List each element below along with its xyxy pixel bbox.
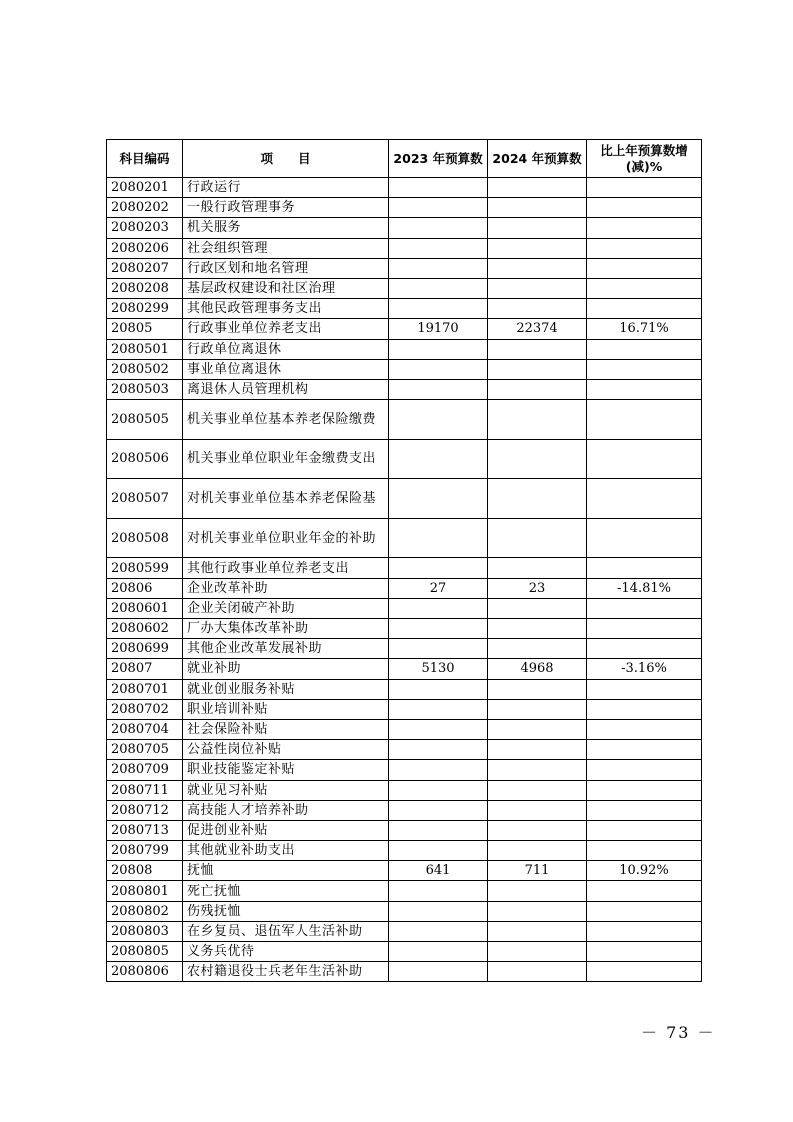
row-item: 其他就业补助支出 [183, 841, 389, 861]
row-change [587, 619, 702, 639]
row-budget-2023: 27 [389, 578, 488, 598]
table-row [107, 921, 702, 941]
row-item: 义务兵优待 [183, 942, 389, 962]
row-budget-2024: 23 [488, 578, 587, 598]
row-change [587, 299, 702, 319]
row-code: 2080203 [107, 218, 183, 238]
budget-table [106, 139, 702, 982]
row-change [587, 598, 702, 618]
row-change [587, 699, 702, 719]
row-code: 2080713 [107, 820, 183, 840]
row-change [587, 901, 702, 921]
row-change [587, 278, 702, 298]
row-item: 其他行政事业单位养老支出 [183, 558, 389, 578]
row-code: 20806 [107, 578, 183, 598]
row-code: 2080201 [107, 178, 183, 198]
table-row [107, 238, 702, 258]
table-row [107, 379, 702, 399]
table-row [107, 178, 702, 198]
row-budget-2024 [488, 258, 587, 278]
row-budget-2024 [488, 740, 587, 760]
row-code: 2080501 [107, 339, 183, 359]
table-row [107, 400, 702, 440]
row-code: 2080601 [107, 598, 183, 618]
row-item: 死亡抚恤 [183, 881, 389, 901]
row-budget-2024 [488, 400, 587, 440]
row-code: 20808 [107, 861, 183, 881]
row-code: 2080702 [107, 699, 183, 719]
row-budget-2023 [389, 962, 488, 982]
row-item: 就业补助 [183, 659, 389, 679]
row-item: 在乡复员、退伍军人生活补助 [183, 921, 389, 941]
table-body [107, 178, 702, 982]
row-item: 一般行政管理事务 [183, 198, 389, 218]
row-budget-2023 [389, 800, 488, 820]
row-budget-2023 [389, 258, 488, 278]
table-row [107, 439, 702, 479]
row-budget-2024 [488, 962, 587, 982]
table-row [107, 619, 702, 639]
row-change [587, 339, 702, 359]
table-row [107, 639, 702, 659]
row-budget-2024 [488, 198, 587, 218]
row-change [587, 679, 702, 699]
row-item: 农村籍退役士兵老年生活补助 [183, 962, 389, 982]
row-budget-2023 [389, 740, 488, 760]
row-item: 企业改革补助 [183, 578, 389, 598]
row-change [587, 639, 702, 659]
row-item: 其他企业改革发展补助 [183, 639, 389, 659]
row-code: 20807 [107, 659, 183, 679]
header-budget-2023: 2023 年预算数 [389, 140, 488, 178]
row-change [587, 258, 702, 278]
row-budget-2023 [389, 760, 488, 780]
row-item: 机关事业单位基本养老保险缴费 [183, 400, 389, 440]
row-change [587, 820, 702, 840]
row-budget-2023 [389, 820, 488, 840]
row-item: 就业创业服务补贴 [183, 679, 389, 699]
row-code: 2080299 [107, 299, 183, 319]
row-item: 对机关事业单位职业年金的补助 [183, 518, 389, 558]
row-item: 行政单位离退休 [183, 339, 389, 359]
row-code: 2080599 [107, 558, 183, 578]
row-code: 2080208 [107, 278, 183, 298]
table-row [107, 901, 702, 921]
row-budget-2023 [389, 238, 488, 258]
table-row [107, 278, 702, 298]
row-budget-2024 [488, 598, 587, 618]
row-budget-2024 [488, 719, 587, 739]
row-item: 厂办大集体改革补助 [183, 619, 389, 639]
row-code: 20805 [107, 319, 183, 339]
table-row [107, 679, 702, 699]
row-budget-2023 [389, 598, 488, 618]
table-row [107, 861, 702, 881]
row-budget-2024 [488, 639, 587, 659]
row-change [587, 198, 702, 218]
row-change [587, 379, 702, 399]
row-code: 2080806 [107, 962, 183, 982]
row-budget-2024 [488, 780, 587, 800]
row-item: 高技能人才培养补助 [183, 800, 389, 820]
row-item: 抚恤 [183, 861, 389, 881]
row-budget-2023 [389, 359, 488, 379]
row-item: 社会保险补贴 [183, 719, 389, 739]
row-budget-2023 [389, 639, 488, 659]
row-change [587, 740, 702, 760]
row-change [587, 962, 702, 982]
row-budget-2024 [488, 619, 587, 639]
table-row [107, 760, 702, 780]
row-budget-2023 [389, 339, 488, 359]
row-code: 2080207 [107, 258, 183, 278]
table-row [107, 719, 702, 739]
row-code: 2080801 [107, 881, 183, 901]
table-row [107, 962, 702, 982]
row-budget-2023 [389, 558, 488, 578]
row-code: 2080705 [107, 740, 183, 760]
row-budget-2023 [389, 679, 488, 699]
row-item: 就业见习补贴 [183, 780, 389, 800]
row-budget-2024: 4968 [488, 659, 587, 679]
row-budget-2023 [389, 881, 488, 901]
table-row [107, 699, 702, 719]
table-row [107, 881, 702, 901]
row-change [587, 518, 702, 558]
row-item: 企业关闭破产补助 [183, 598, 389, 618]
row-code: 2080503 [107, 379, 183, 399]
row-item: 对机关事业单位基本养老保险基 [183, 479, 389, 519]
row-change [587, 800, 702, 820]
row-budget-2024 [488, 439, 587, 479]
table-header-row [107, 140, 702, 178]
row-budget-2024 [488, 238, 587, 258]
table-row [107, 479, 702, 519]
table-row [107, 299, 702, 319]
row-code: 2080602 [107, 619, 183, 639]
row-budget-2023 [389, 719, 488, 739]
row-change [587, 921, 702, 941]
table-row [107, 942, 702, 962]
row-code: 2080799 [107, 841, 183, 861]
row-budget-2023 [389, 942, 488, 962]
row-change [587, 558, 702, 578]
row-budget-2023: 641 [389, 861, 488, 881]
table-row [107, 518, 702, 558]
row-code: 2080709 [107, 760, 183, 780]
row-change [587, 479, 702, 519]
table-row [107, 598, 702, 618]
row-code: 2080206 [107, 238, 183, 258]
row-item: 机关服务 [183, 218, 389, 238]
row-item: 公益性岗位补贴 [183, 740, 389, 760]
table-row [107, 198, 702, 218]
row-budget-2023 [389, 921, 488, 941]
row-item: 社会组织管理 [183, 238, 389, 258]
row-budget-2024 [488, 558, 587, 578]
row-item: 离退休人员管理机构 [183, 379, 389, 399]
row-code: 2080805 [107, 942, 183, 962]
row-change: 16.71% [587, 319, 702, 339]
table-row [107, 780, 702, 800]
header-item: 项 目 [183, 140, 389, 178]
row-budget-2023 [389, 178, 488, 198]
row-budget-2024 [488, 679, 587, 699]
row-change [587, 780, 702, 800]
row-budget-2024 [488, 218, 587, 238]
row-budget-2024 [488, 479, 587, 519]
row-code: 2080704 [107, 719, 183, 739]
row-budget-2023 [389, 198, 488, 218]
row-item: 行政事业单位养老支出 [183, 319, 389, 339]
table-row [107, 218, 702, 238]
table-row [107, 740, 702, 760]
row-budget-2023 [389, 619, 488, 639]
row-change [587, 359, 702, 379]
table-row [107, 359, 702, 379]
page-number: － 73 － [641, 1023, 716, 1042]
row-item: 行政区划和地名管理 [183, 258, 389, 278]
row-budget-2024 [488, 379, 587, 399]
row-budget-2024 [488, 800, 587, 820]
row-change: -3.16% [587, 659, 702, 679]
table-row [107, 258, 702, 278]
row-code: 2080507 [107, 479, 183, 519]
row-change [587, 841, 702, 861]
row-code: 2080508 [107, 518, 183, 558]
row-change: -14.81% [587, 578, 702, 598]
row-code: 2080502 [107, 359, 183, 379]
table-row [107, 578, 702, 598]
row-change: 10.92% [587, 861, 702, 881]
row-budget-2023: 19170 [389, 319, 488, 339]
row-budget-2023 [389, 841, 488, 861]
row-item: 基层政权建设和社区治理 [183, 278, 389, 298]
row-budget-2024 [488, 901, 587, 921]
row-item: 机关事业单位职业年金缴费支出 [183, 439, 389, 479]
row-change [587, 881, 702, 901]
row-budget-2024 [488, 339, 587, 359]
row-budget-2023 [389, 479, 488, 519]
header-budget-2024: 2024 年预算数 [488, 140, 587, 178]
row-budget-2023 [389, 379, 488, 399]
row-budget-2024: 711 [488, 861, 587, 881]
row-budget-2024 [488, 518, 587, 558]
row-change [587, 400, 702, 440]
row-item: 职业技能鉴定补贴 [183, 760, 389, 780]
row-budget-2023 [389, 699, 488, 719]
row-budget-2024 [488, 278, 587, 298]
row-change [587, 439, 702, 479]
table-row [107, 558, 702, 578]
row-budget-2023 [389, 518, 488, 558]
row-budget-2024 [488, 699, 587, 719]
row-code: 2080803 [107, 921, 183, 941]
row-change [587, 760, 702, 780]
row-code: 2080505 [107, 400, 183, 440]
row-budget-2023 [389, 218, 488, 238]
row-item: 职业培训补贴 [183, 699, 389, 719]
header-code: 科目编码 [107, 140, 183, 178]
row-budget-2024 [488, 359, 587, 379]
row-budget-2023 [389, 278, 488, 298]
row-item: 其他民政管理事务支出 [183, 299, 389, 319]
table-row [107, 319, 702, 339]
row-budget-2024 [488, 881, 587, 901]
row-budget-2024: 22374 [488, 319, 587, 339]
row-change [587, 218, 702, 238]
row-budget-2023 [389, 901, 488, 921]
row-code: 2080711 [107, 780, 183, 800]
row-code: 2080701 [107, 679, 183, 699]
row-budget-2023 [389, 780, 488, 800]
table-row [107, 820, 702, 840]
row-change [587, 238, 702, 258]
row-budget-2024 [488, 841, 587, 861]
row-code: 2080699 [107, 639, 183, 659]
row-code: 2080506 [107, 439, 183, 479]
row-item: 行政运行 [183, 178, 389, 198]
row-budget-2024 [488, 942, 587, 962]
row-code: 2080712 [107, 800, 183, 820]
row-change [587, 178, 702, 198]
row-change [587, 719, 702, 739]
row-item: 伤残抚恤 [183, 901, 389, 921]
row-item: 促进创业补贴 [183, 820, 389, 840]
row-code: 2080802 [107, 901, 183, 921]
row-change [587, 942, 702, 962]
row-budget-2023 [389, 299, 488, 319]
row-budget-2024 [488, 820, 587, 840]
row-budget-2024 [488, 921, 587, 941]
table-row [107, 800, 702, 820]
table-row [107, 339, 702, 359]
row-budget-2023 [389, 400, 488, 440]
row-budget-2023: 5130 [389, 659, 488, 679]
table-row [107, 659, 702, 679]
header-change: 比上年预算数增(减)% [587, 140, 702, 178]
row-budget-2024 [488, 178, 587, 198]
row-budget-2024 [488, 760, 587, 780]
table-row [107, 841, 702, 861]
row-item: 事业单位离退休 [183, 359, 389, 379]
row-budget-2023 [389, 439, 488, 479]
row-budget-2024 [488, 299, 587, 319]
row-code: 2080202 [107, 198, 183, 218]
